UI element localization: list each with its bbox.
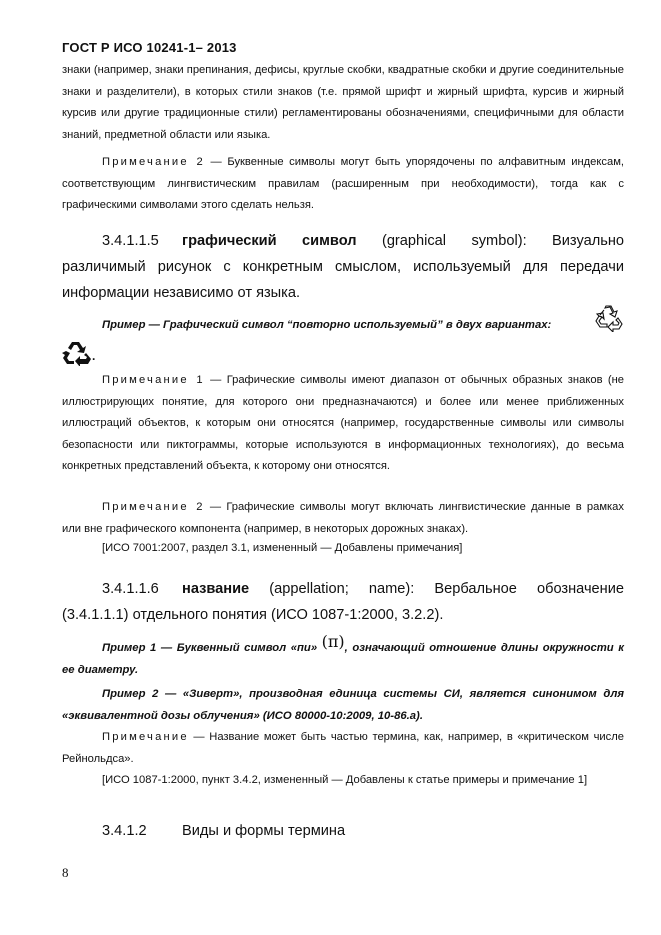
note-label: Примечание 2 xyxy=(102,501,205,513)
example-2-sievert: Пример 2 — «Зиверт», производная единица системы СИ, является синонимом для «эквивалентной дозы облучения» (ИСО 80000-10:2009, 10-86.а). xyxy=(62,688,624,722)
section-number: 3.4.1.2 xyxy=(102,823,147,839)
example-period: . xyxy=(92,349,96,363)
term-english: (graphical symbol) xyxy=(356,233,523,249)
term-name: графический символ xyxy=(182,233,357,249)
note-text: Буквенные символы могут быть упорядочены по алфавитным индексам, соответствующим лингвистическим правилам (расширенным при необходимости), тогда как с графическими символами этого сделать нельзя. xyxy=(62,156,625,211)
term-english: (appellation; name) xyxy=(249,581,411,597)
note-appellation: Примечание — Название может быть частью термина, как, например, в «критическом числе Рейнольдса». xyxy=(62,731,625,765)
note-label: Примечание 1 xyxy=(102,374,205,386)
note-text: Графические символы имеют диапазон от обычных образных знаков (не иллюстрирующих понятие, для которого они предназначаются) и более или менее приближенных иллюстраций объектов, к которым они относятся (например, государственные символы или символы безопасности или пиктограммы, которые используются в информационных технологиях), до весьма конкретных представлений объекта, к которому они относятся. xyxy=(62,374,625,472)
section-heading xyxy=(62,818,624,844)
note-label: Примечание 2 xyxy=(102,156,205,168)
document-header: ГОСТ Р ИСО 10241-1– 2013 xyxy=(62,40,237,55)
term-entry-appellation xyxy=(62,576,624,628)
example-1-pi: Пример 1 — Буквенный символ «пи» (π), означающий отношение длины окружности к ее диаметру. xyxy=(62,632,624,676)
note-text: Название может быть частью термина, как, например, в «критическом числе Рейнольдса». xyxy=(62,731,625,765)
term-definition: : Визуально различимый рисунок с конкретным смыслом, используемый для передачи информации независимо от языка. xyxy=(62,233,624,301)
note-2-graphic-symbols: Примечание 2 — Графические символы могут включать лингвистические данные в рамках или вне графического компонента (например, в некоторых дорожных знаках). xyxy=(62,501,624,535)
term-name: название xyxy=(182,581,250,597)
page-number: 8 xyxy=(62,865,69,880)
term-number: 3.4.1.1.6 xyxy=(102,581,159,597)
source-reference-iso-1087: [ИСО 1087-1:2000, пункт 3.4.2, измененный — Добавлены к статье примеры и примечание 1] xyxy=(102,774,588,786)
example-graphical-symbol: Пример — Графический символ “повторно используемый” в двух вариантах: xyxy=(102,319,552,331)
term-definition: : Вербальное обозначение (3.4.1.1.1) отдельного понятия (ИСО 1087-1:2000, 3.2.2). xyxy=(62,581,624,623)
note-label: Примечание xyxy=(102,731,189,743)
section-title: Виды и формы термина xyxy=(182,823,346,839)
recycle-outline-icon xyxy=(594,304,624,332)
paragraph-continuation: знаки (например, знаки препинания, дефисы, круглые скобки, квадратные скобки и другие соединительные знаки и разделители), в которых стили знаков (т.е. прямой шрифт и жирный шрифта, курсив и жирный курсив или другие традиционные стили) регламентированы обозначениями, специфичными для области знаний, предметной области или языка. xyxy=(62,64,624,141)
pi-symbol: (π) xyxy=(321,632,345,651)
note-2-letter-symbols: Примечание 2 — Буквенные символы могут быть упорядочены по алфавитным индексам, соответствующим лингвистическим правилам (расширенным при необходимости), тогда как с графическими символами этого сделать нельзя. xyxy=(62,156,625,211)
recycle-filled-icon xyxy=(62,340,92,366)
note-text: Графические символы могут включать лингвистические данные в рамках или вне графического компонента (например, в некоторых дорожных знаках). xyxy=(62,501,624,535)
note-1-graphic-symbols: Примечание 1 — Графические символы имеют диапазон от обычных образных знаков (не иллюстрирующих понятие, для которого они предназначаются) и более или менее приближенных иллюстраций объектов, к которым они относятся (например, государственные символы или символы безопасности или пиктограммы, которые используются в информационных технологиях), до весьма конкретных представлений объекта, к которому они относятся. xyxy=(62,374,625,472)
term-entry-graphical-symbol xyxy=(62,228,624,306)
source-reference-iso-7001: [ИСО 7001:2007, раздел 3.1, измененный — Добавлены примечания] xyxy=(102,542,463,554)
term-number: 3.4.1.1.5 xyxy=(102,233,159,249)
